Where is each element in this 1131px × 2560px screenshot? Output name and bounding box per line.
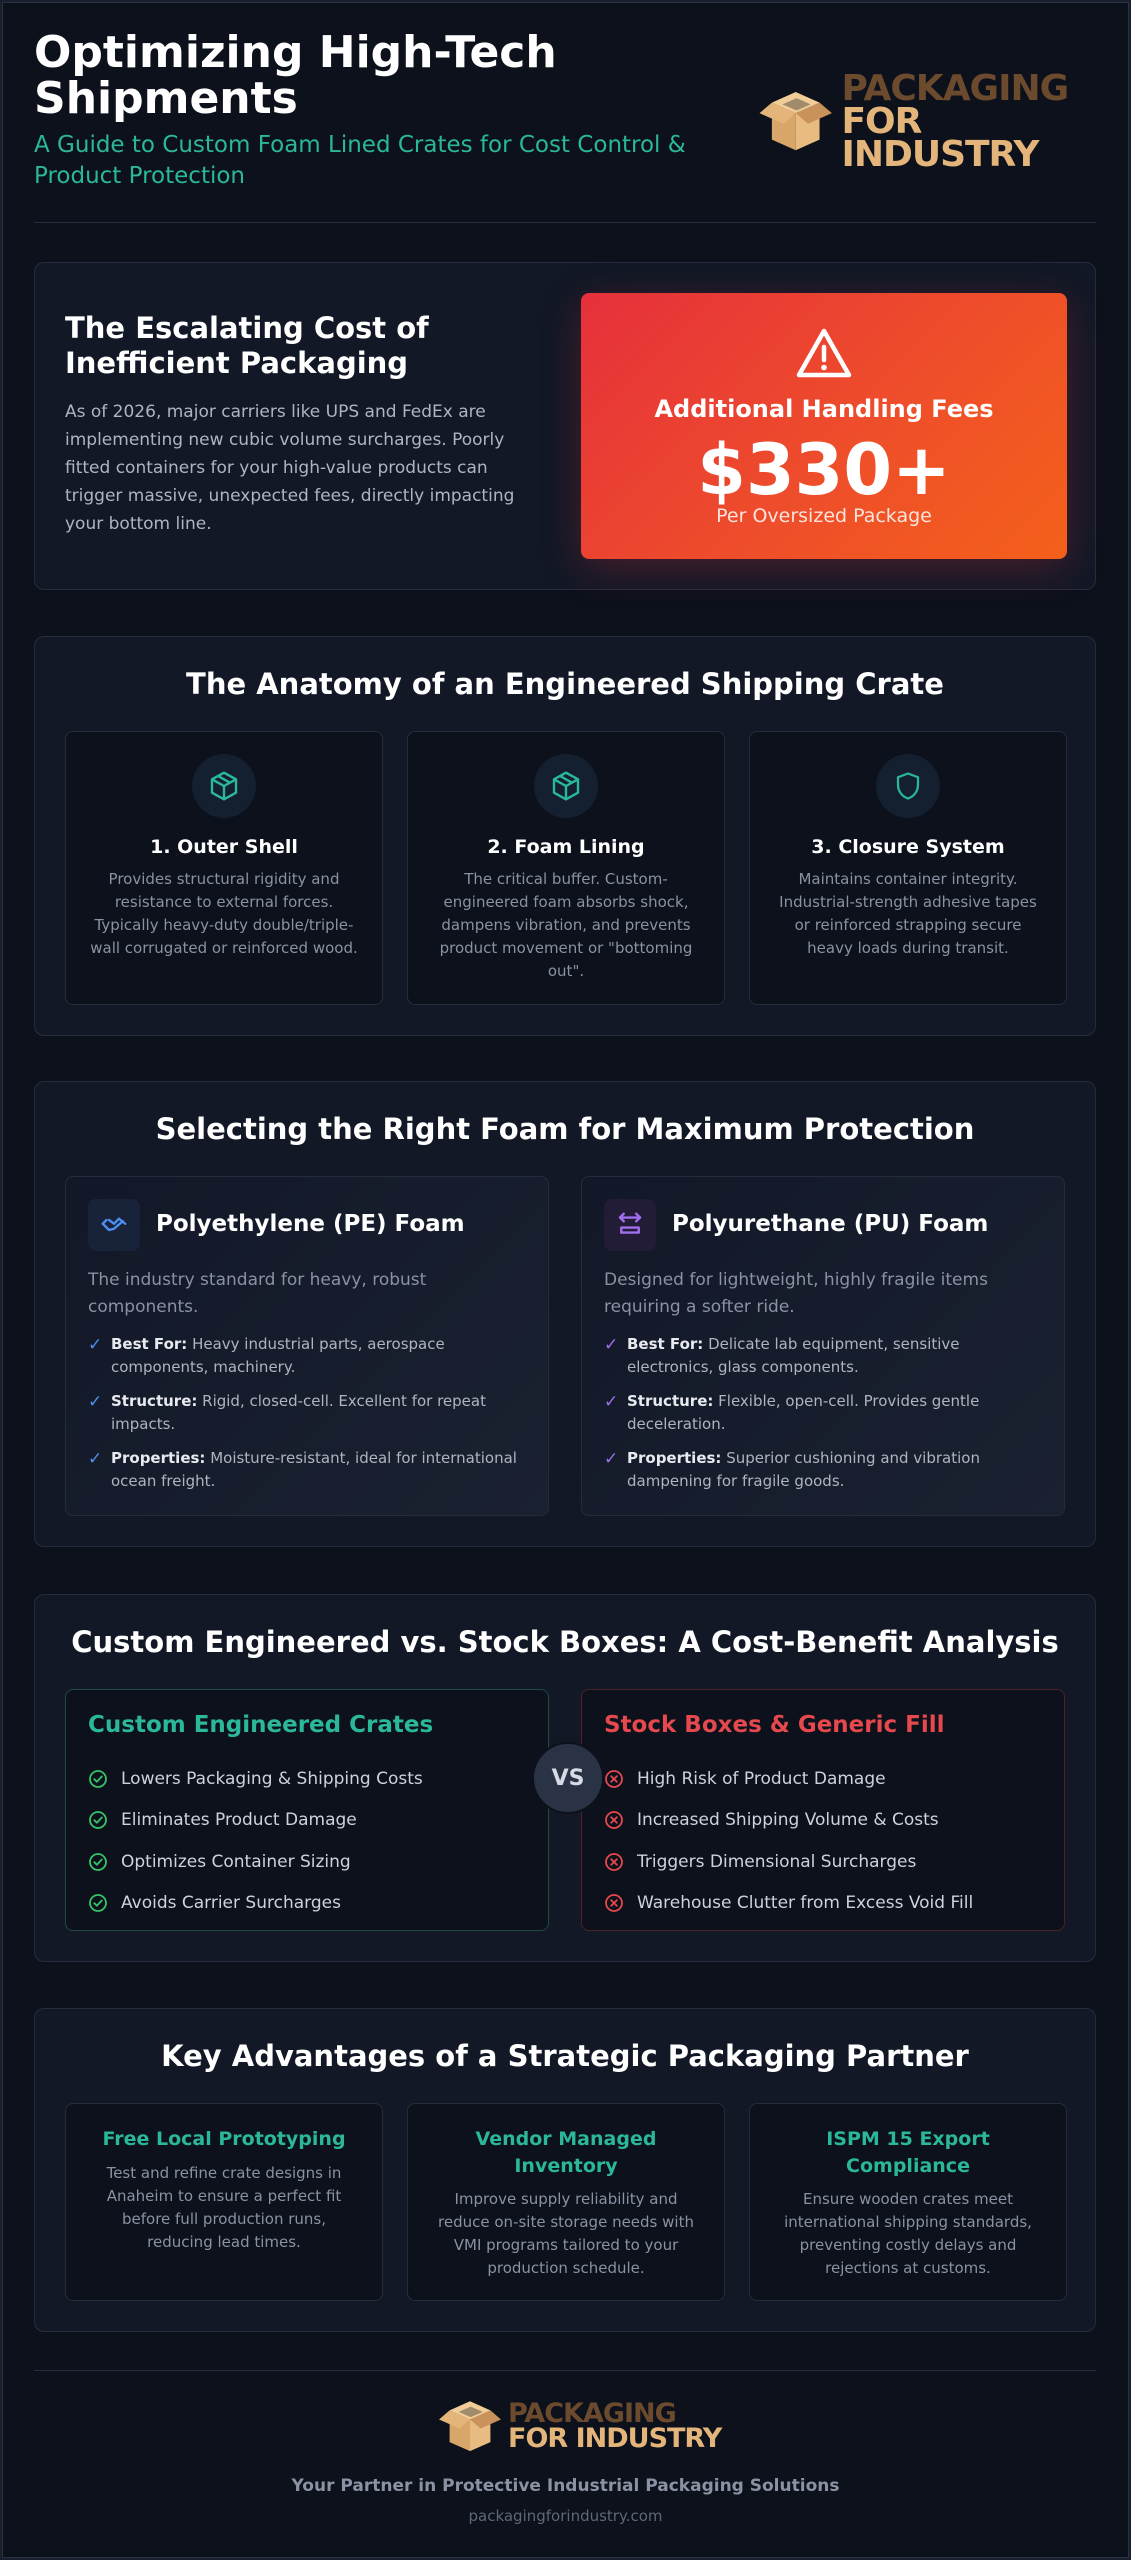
anatomy-card-title: 2. Foam Lining: [487, 836, 645, 858]
logo-line-2: FOR INDUSTRY: [508, 2423, 722, 2454]
stock-boxes-card: [581, 1689, 1065, 1931]
anatomy-card: [749, 731, 1067, 1005]
item-text: Warehouse Clutter from Excess Void Fill: [637, 1893, 974, 1914]
item-text: Eliminates Product Damage: [121, 1810, 357, 1831]
x-circle-icon: [604, 1893, 624, 1913]
compare-title: Custom Engineered vs. Stock Boxes: A Cost-Benefit Analysis: [71, 1625, 1059, 1659]
pe-foam-title: Polyethylene (PE) Foam: [156, 1211, 465, 1237]
foam-title: Selecting the Right Foam for Maximum Protection: [155, 1112, 975, 1146]
list-item: [604, 1800, 973, 1842]
advantage-title: Free Local Prototyping: [102, 2128, 346, 2150]
box-icon: [192, 754, 256, 818]
divider: [34, 222, 1096, 223]
item-label: Structure:: [111, 1392, 198, 1410]
anatomy-section: [34, 636, 1096, 1036]
check-icon: ✓: [88, 1335, 103, 1355]
x-circle-icon: [604, 1769, 624, 1789]
advantage-title: Vendor Managed Inventory: [475, 2128, 657, 2177]
advantage-title: ISPM 15 Export Compliance: [826, 2128, 990, 2177]
stock-boxes-title: Stock Boxes & Generic Fill: [604, 1712, 945, 1738]
item-text: Avoids Carrier Surcharges: [121, 1893, 341, 1914]
item-label: Best For:: [627, 1335, 704, 1353]
fee-callout: [581, 293, 1067, 559]
anatomy-card-title: 3. Closure System: [811, 836, 1005, 858]
list-item: [88, 1758, 423, 1800]
shield-icon: [876, 754, 940, 818]
anatomy-card-text: Maintains container integrity. Industrial-strength adhesive tapes or reinforced strapping secure heavy loads during transit.: [779, 870, 1037, 957]
logo-line-2: FOR INDUSTRY: [841, 101, 1039, 176]
list-item: [604, 1883, 973, 1925]
advantage-text: Test and refine crate designs in Anaheim to ensure a perfect fit before full production runs, reducing lead times.: [106, 2164, 342, 2251]
footer-url-link[interactable]: packagingforindustry.com: [468, 2507, 663, 2525]
header: [34, 27, 1096, 220]
box-logo-icon: [436, 2396, 504, 2458]
anatomy-card: [65, 731, 383, 1005]
pu-foam-title: Polyurethane (PU) Foam: [672, 1211, 989, 1237]
list-item: [88, 1447, 528, 1493]
fee-subtext: Per Oversized Package: [716, 505, 932, 527]
pu-foam-list: [604, 1333, 1044, 1504]
item-text: Flexible, open-cell. Provides gentle deceleration.: [627, 1392, 980, 1433]
advantage-text: Improve supply reliability and reduce on-site storage needs with VMI programs tailored to your production schedule.: [438, 2190, 694, 2277]
advantages-section: [34, 2008, 1096, 2332]
logo-line-1: PACKAGING: [841, 68, 1069, 109]
anatomy-card-title: 1. Outer Shell: [150, 836, 298, 858]
stock-drawbacks-list: [604, 1758, 973, 1924]
check-icon: ✓: [604, 1335, 619, 1355]
list-item: [88, 1883, 423, 1925]
check-circle-icon: [88, 1893, 108, 1913]
vs-badge: VS: [532, 1742, 604, 1814]
check-icon: ✓: [604, 1449, 619, 1469]
check-circle-icon: [88, 1810, 108, 1830]
anatomy-card-text: Provides structural rigidity and resistance to external forces. Typically heavy-duty double/triple-wall corrugated or reinforced wood.: [90, 870, 358, 957]
advantage-card: [407, 2103, 725, 2301]
footer-tagline: Your Partner in Protective Industrial Packaging Solutions: [291, 2476, 840, 2496]
item-text: High Risk of Product Damage: [637, 1768, 886, 1789]
item-text: Superior cushioning and vibration dampening for fragile goods.: [627, 1449, 980, 1490]
warning-triangle-icon: [795, 327, 853, 379]
x-circle-icon: [604, 1810, 624, 1830]
header-logo[interactable]: [756, 68, 1096, 176]
hand-shield-icon: [88, 1199, 140, 1251]
check-circle-icon: [88, 1852, 108, 1872]
page-subtitle: A Guide to Custom Foam Lined Crates for Cost Control & Product Protection: [34, 132, 686, 189]
list-item: [88, 1390, 528, 1436]
anatomy-card: [407, 731, 725, 1005]
box-logo-icon: [756, 82, 835, 162]
item-text: Moisture-resistant, ideal for international ocean freight.: [111, 1449, 517, 1490]
item-text: Triggers Dimensional Surcharges: [637, 1851, 917, 1872]
advantage-card: [65, 2103, 383, 2301]
advantages-title: Key Advantages of a Strategic Packaging Partner: [161, 2039, 969, 2073]
anatomy-title: The Anatomy of an Engineered Shipping Crate: [186, 667, 944, 701]
foam-section: [34, 1081, 1096, 1547]
logo-line-1: PACKAGING: [508, 2398, 676, 2430]
pe-foam-desc: The industry standard for heavy, robust components.: [88, 1270, 427, 1317]
fee-label: Additional Handling Fees: [654, 395, 994, 423]
page-title: Optimizing High-Tech Shipments: [34, 27, 557, 124]
list-item: [604, 1390, 1044, 1436]
item-text: Lowers Packaging & Shipping Costs: [121, 1768, 423, 1789]
list-item: [604, 1333, 1044, 1379]
fee-amount: $330+: [697, 429, 951, 511]
custom-crates-card: [65, 1689, 549, 1931]
item-label: Properties:: [111, 1449, 206, 1467]
cost-heading: The Escalating Cost of Inefficient Packaging: [65, 311, 429, 380]
compress-icon: [604, 1199, 656, 1251]
divider: [34, 2370, 1096, 2371]
item-text: Heavy industrial parts, aerospace components, machinery.: [111, 1335, 445, 1376]
check-icon: ✓: [88, 1392, 103, 1412]
cost-section: [34, 262, 1096, 590]
compare-section: [34, 1594, 1096, 1962]
footer-logo[interactable]: [436, 2396, 721, 2458]
item-text: Increased Shipping Volume & Costs: [637, 1810, 939, 1831]
item-label: Best For:: [111, 1335, 188, 1353]
box-icon: [534, 754, 598, 818]
item-text: Rigid, closed-cell. Excellent for repeat impacts.: [111, 1392, 486, 1433]
check-circle-icon: [88, 1769, 108, 1789]
item-text: Optimizes Container Sizing: [121, 1851, 351, 1872]
list-item: [604, 1841, 973, 1883]
pe-foam-card: [65, 1176, 549, 1516]
logo-wordmark: [841, 68, 1096, 176]
item-label: Properties:: [627, 1449, 722, 1467]
list-item: [604, 1758, 973, 1800]
list-item: [88, 1800, 423, 1842]
advantage-text: Ensure wooden crates meet international shipping standards, preventing costly delays and rejections at customs.: [784, 2190, 1032, 2277]
check-icon: ✓: [88, 1449, 103, 1469]
check-icon: ✓: [604, 1392, 619, 1412]
pu-foam-desc: Designed for lightweight, highly fragile items requiring a softer ride.: [604, 1270, 988, 1317]
custom-benefits-list: [88, 1758, 423, 1924]
item-text: Delicate lab equipment, sensitive electronics, glass components.: [627, 1335, 960, 1376]
pu-foam-card: [581, 1176, 1065, 1516]
logo-wordmark: [508, 2398, 722, 2454]
x-circle-icon: [604, 1852, 624, 1872]
pe-foam-list: [88, 1333, 528, 1504]
list-item: [88, 1841, 423, 1883]
advantage-card: [749, 2103, 1067, 2301]
list-item: [88, 1333, 528, 1379]
cost-body: As of 2026, major carriers like UPS and FedEx are implementing new cubic volume surcharges. Poorly fitted containers for your high-value products can trigger massive, unexpected fees, directly impacting your bottom line.: [65, 402, 515, 534]
custom-crates-title: Custom Engineered Crates: [88, 1712, 434, 1738]
anatomy-card-text: The critical buffer. Custom-engineered foam absorbs shock, dampens vibration, and prevents product movement or "bottoming out".: [439, 870, 693, 980]
list-item: [604, 1447, 1044, 1493]
item-label: Structure:: [627, 1392, 714, 1410]
